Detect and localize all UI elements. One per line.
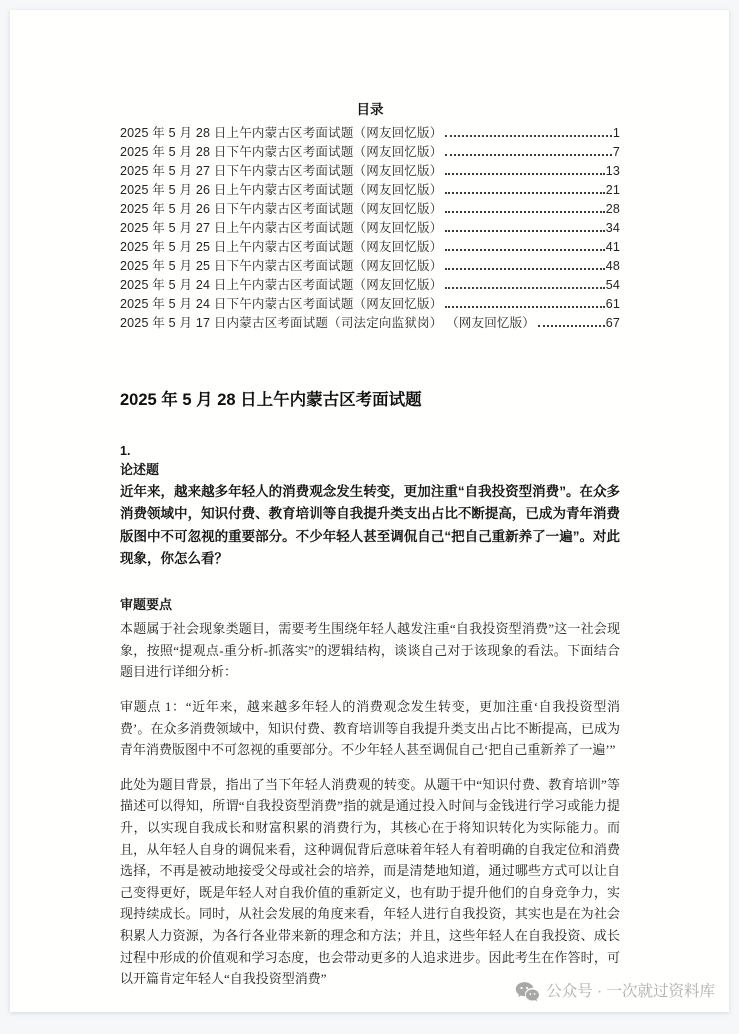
toc-entry[interactable] <box>120 276 620 295</box>
section-title: 2025 年 5 月 28 日上午内蒙古区考面试题 <box>120 391 422 409</box>
toc-entry-label: 2025 年 5 月 24 日下午内蒙古区考面试题（网友回忆版） <box>120 297 443 311</box>
watermark-text: 公众号 · 一次就过资料库 <box>546 983 715 1000</box>
toc-entry-label: 2025 年 5 月 25 日下午内蒙古区考面试题（网友回忆版） <box>120 259 443 273</box>
toc-entry[interactable] <box>120 124 620 143</box>
toc-entry-label: 2025 年 5 月 28 日上午内蒙古区考面试题（网友回忆版） <box>120 126 443 140</box>
toc-entry[interactable] <box>120 143 620 162</box>
toc-entry[interactable] <box>120 314 620 333</box>
toc-entry-label: 2025 年 5 月 27 日上午内蒙古区考面试题（网友回忆版） <box>120 221 443 235</box>
toc-leader-dots <box>538 325 605 327</box>
toc-entry-label: 2025 年 5 月 26 日下午内蒙古区考面试题（网友回忆版） <box>120 202 443 216</box>
toc-entry[interactable] <box>120 238 620 257</box>
document-page <box>10 10 729 1012</box>
toc-entry-label: 2025 年 5 月 17 日内蒙古区考面试题（司法定向监狱岗） （网友回忆版） <box>120 316 536 330</box>
toc-page-number: 1 <box>612 126 620 140</box>
toc-entry-label: 2025 年 5 月 24 日上午内蒙古区考面试题（网友回忆版） <box>120 278 443 292</box>
toc-entry[interactable] <box>120 257 620 276</box>
toc-entry[interactable] <box>120 219 620 238</box>
toc-entry-label: 2025 年 5 月 27 日下午内蒙古区考面试题（网友回忆版） <box>120 164 443 178</box>
question-type-label: 论述题 <box>120 462 160 477</box>
analysis-intro-paragraph: 本题属于社会现象类题目，需要考生围绕年轻人越发注重“自我投资型消费”这一社会现象，按照“提观点-重分析-抓落实”的逻辑结构，谈谈自己对于该现象的看法。下面结合题目进行详细分析： <box>120 621 620 680</box>
toc-entry-label: 2025 年 5 月 26 日上午内蒙古区考面试题（网友回忆版） <box>120 183 443 197</box>
toc-page-number: 54 <box>605 278 620 292</box>
toc-page-number: 28 <box>605 202 620 216</box>
toc-entry[interactable] <box>120 181 620 200</box>
toc-page-number: 67 <box>605 316 620 330</box>
wechat-icon <box>515 981 539 1003</box>
toc-entry-label: 2025 年 5 月 25 日上午内蒙古区考面试题（网友回忆版） <box>120 240 443 254</box>
toc-leader-dots <box>445 268 604 270</box>
toc-page-number: 13 <box>605 164 620 178</box>
table-of-contents <box>120 101 620 333</box>
toc-leader-dots <box>445 135 611 137</box>
toc-entry-label: 2025 年 5 月 28 日下午内蒙古区考面试题（网友回忆版） <box>120 145 443 159</box>
toc-leader-dots <box>445 249 604 251</box>
toc-entry[interactable] <box>120 200 620 219</box>
toc-entry[interactable] <box>120 162 620 181</box>
toc-leader-dots <box>445 287 604 289</box>
watermark <box>515 981 715 1003</box>
toc-page-number: 41 <box>605 240 620 254</box>
analysis-heading: 审题要点 <box>120 597 173 613</box>
question-text: 近年来，越来越多年轻人的消费观念发生转变，更加注重“自我投资型消费”。在众多消费领域中，知识付费、教育培训等自我提升类支出占比不断提高，已成为青年消费版图中不可忽视的重要部分。不少年轻人甚至调侃自己“把自己重新养了一遍”。对此现象，你怎么看？ <box>120 484 620 566</box>
toc-page-number: 21 <box>605 183 620 197</box>
toc-leader-dots <box>445 306 604 308</box>
toc-page-number: 61 <box>605 297 620 311</box>
toc-page-number: 48 <box>605 259 620 273</box>
toc-page-number: 34 <box>605 221 620 235</box>
toc-leader-dots <box>445 211 604 213</box>
toc-title: 目录 <box>356 102 384 117</box>
toc-leader-dots <box>445 173 604 175</box>
toc-leader-dots <box>445 230 604 232</box>
toc-page-number: 7 <box>612 145 620 159</box>
analysis-point1-paragraph: 审题点 1：“近年来，越来越多年轻人的消费观念发生转变，更加注重‘自我投资型消费’。在众多消费领域中，知识付费、教育培训等自我提升类支出占比不断提高，已成为青年消费版图中不可忽视的重要部分。不少年轻人甚至调侃自己‘把自己重新养了一遍’” <box>120 698 620 758</box>
question-number: 1. <box>120 444 131 458</box>
toc-leader-dots <box>445 192 604 194</box>
toc-entry[interactable] <box>120 295 620 314</box>
analysis-point1-detail-paragraph: 此处为题目背景，指出了当下年轻人消费观的转变。从题干中“知识付费、教育培训”等描述可以得知，所谓“自我投资型消费”指的就是通过投入时间与金钱进行学习或能力提升，以实现自我成长和财富积累的消费行为，其核心在于将知识转化为实际能力。而且，从年轻人自身的调侃来看，这种调侃背后意味着年轻人有着明确的自我定位和消费选择，不再是被动地接受父母或社会的培养，而是清楚地知道，通过哪些方式可以让自己变得更好，既是年轻人对自我价值的重新定义，也有助于提升他们的自身竞争力，实现持续成长。同时，从社会发展的角度来看，年轻人进行自我投资，其实也是在为社会积累人力资源，为各行各业带来新的理念和方法；并且，这些年轻人在自我投资、成长过程中形成的价值观和学习态度，也会带动更多的人追求进步。因此考生在作答时，可以开篇肯定年轻人“自我投资型消费” <box>120 776 620 987</box>
toc-leader-dots <box>445 154 611 156</box>
